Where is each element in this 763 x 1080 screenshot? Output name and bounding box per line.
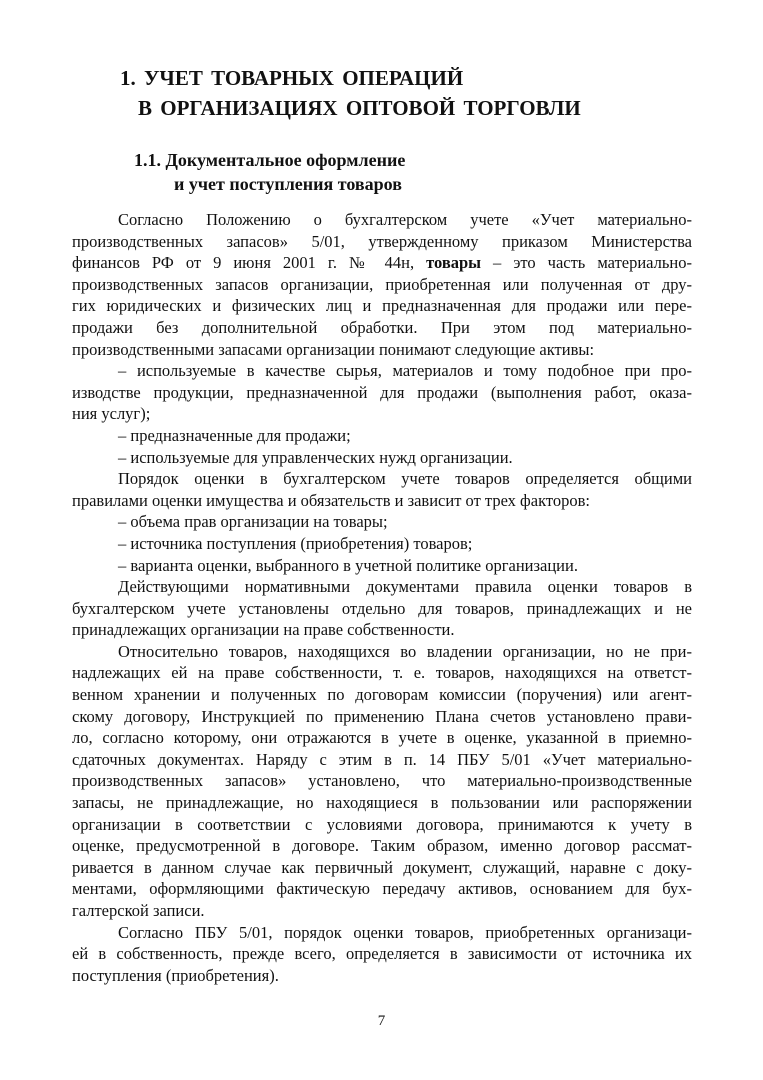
body-text	[72, 209, 692, 986]
text-line: Действующими нормативными документами правила оценки товаров в	[118, 577, 692, 597]
text-line: сдаточных документах. Наряду с этим в п. 14 ПБУ 5/01 «Учет материально-	[72, 749, 692, 769]
paragraph-valuation-order	[72, 468, 692, 511]
text-line	[72, 252, 692, 274]
chapter-heading-line1: 1. УЧЕТ ТОВАРНЫХ ОПЕРАЦИЙ	[120, 66, 464, 90]
text-line: ния услуг);	[72, 404, 151, 424]
text-line: оценке, предусмотренной в договоре. Таким образом, именно договор рассмат-	[72, 836, 692, 856]
chapter-heading	[120, 63, 581, 123]
text-fragment: финансов РФ от 9 июня 2001 г. № 44н,	[72, 253, 427, 273]
term-goods: товары	[426, 253, 482, 273]
paragraph-normative	[72, 576, 692, 641]
text-line: запасы, не принадлежащие, но находящиеся в пользовании или распоряжении	[72, 793, 692, 813]
page-number: 7	[377, 1013, 386, 1029]
text-line: галтерской записи.	[72, 901, 205, 920]
text-fragment: – это часть материально-	[481, 253, 692, 273]
paragraph-not-owned-goods	[72, 641, 692, 922]
list-item: – используемые в качестве сырья, материалов и тому подобное при про-	[118, 361, 692, 381]
chapter-heading-line2: В ОРГАНИЗАЦИЯХ ОПТОВОЙ ТОРГОВЛИ	[138, 96, 581, 120]
text-line: производственных запасов организации, приобретенная или полученная от дру-	[72, 274, 692, 294]
list-item: – варианта оценки, выбранного в учетной политике организации.	[118, 555, 578, 575]
text-line: организации в соответствии с условиями договора, принимаются к учету в	[72, 814, 692, 834]
text-line: ей в собственность, прежде всего, определяется в зависимости от источника их	[72, 944, 692, 964]
text-line: продажи без дополнительной обработки. При этом под материально-	[72, 317, 692, 337]
list-item: – используемые для управленческих нужд организации.	[118, 447, 513, 467]
text-line: венном хранении и полученных по договорам комиссии (поручения) или агент-	[72, 685, 692, 705]
text-line: производственными запасами организации понимают следующие активы:	[72, 339, 595, 359]
paragraph-definition	[72, 209, 692, 360]
text-line: Согласно ПБУ 5/01, порядок оценки товаров, приобретенных организаци-	[118, 922, 692, 942]
text-line: принадлежащих организации на праве собственности.	[72, 620, 455, 640]
list-item: – источника поступления (приобретения) товаров;	[118, 533, 473, 553]
text-line: ривается в данном случае как первичный документ, служащий, наравне с доку-	[72, 857, 692, 877]
assets-list	[72, 360, 692, 468]
list-item: – предназначенные для продажи;	[118, 425, 351, 445]
text-line: ментами, оформляющими фактическую передачу активов, основанием для бух-	[72, 879, 692, 899]
text-line: поступления (приобретения).	[72, 965, 279, 985]
section-heading-line1: 1.1. Документальное оформление	[134, 150, 406, 170]
list-item: – объема прав организации на товары;	[118, 512, 388, 532]
factors-list	[72, 511, 692, 576]
text-line: гих юридических и физических лиц и предназначенная для продажи или пере-	[72, 296, 692, 316]
text-line: Порядок оценки в бухгалтерском учете товаров определяется общими	[118, 469, 692, 489]
page	[72, 0, 692, 1080]
text-line: ло, согласно которому, они отражаются в учете в оценке, указанной в приемно-	[72, 728, 692, 748]
paragraph-owned-goods	[72, 922, 692, 987]
text-line: производственных запасов» установлено, что материально-производственные	[72, 771, 692, 791]
text-line: производственных запасов» 5/01, утвержденному приказом Министерства	[72, 231, 692, 251]
text-line: Согласно Положению о бухгалтерском учете «Учет материально-	[118, 210, 692, 229]
section-heading-line2: и учет поступления товаров	[174, 174, 402, 194]
text-line: скому договору, Инструкцией по применению Плана счетов установлено прави-	[72, 706, 692, 726]
section-heading	[134, 148, 405, 196]
text-line: Относительно товаров, находящихся во владении организации, но не при-	[118, 641, 692, 661]
text-line: бухгалтерском учете установлены отдельно для товаров, принадлежащих и не	[72, 598, 692, 618]
text-line: правилами оценки имущества и обязательств и зависит от трех факторов:	[72, 490, 590, 510]
text-line: надлежащих ей на праве собственности, т. е. товаров, находящихся на ответст-	[72, 663, 692, 683]
text-line: изводстве продукции, предназначенной для продажи (выполнения работ, оказа-	[72, 382, 692, 402]
